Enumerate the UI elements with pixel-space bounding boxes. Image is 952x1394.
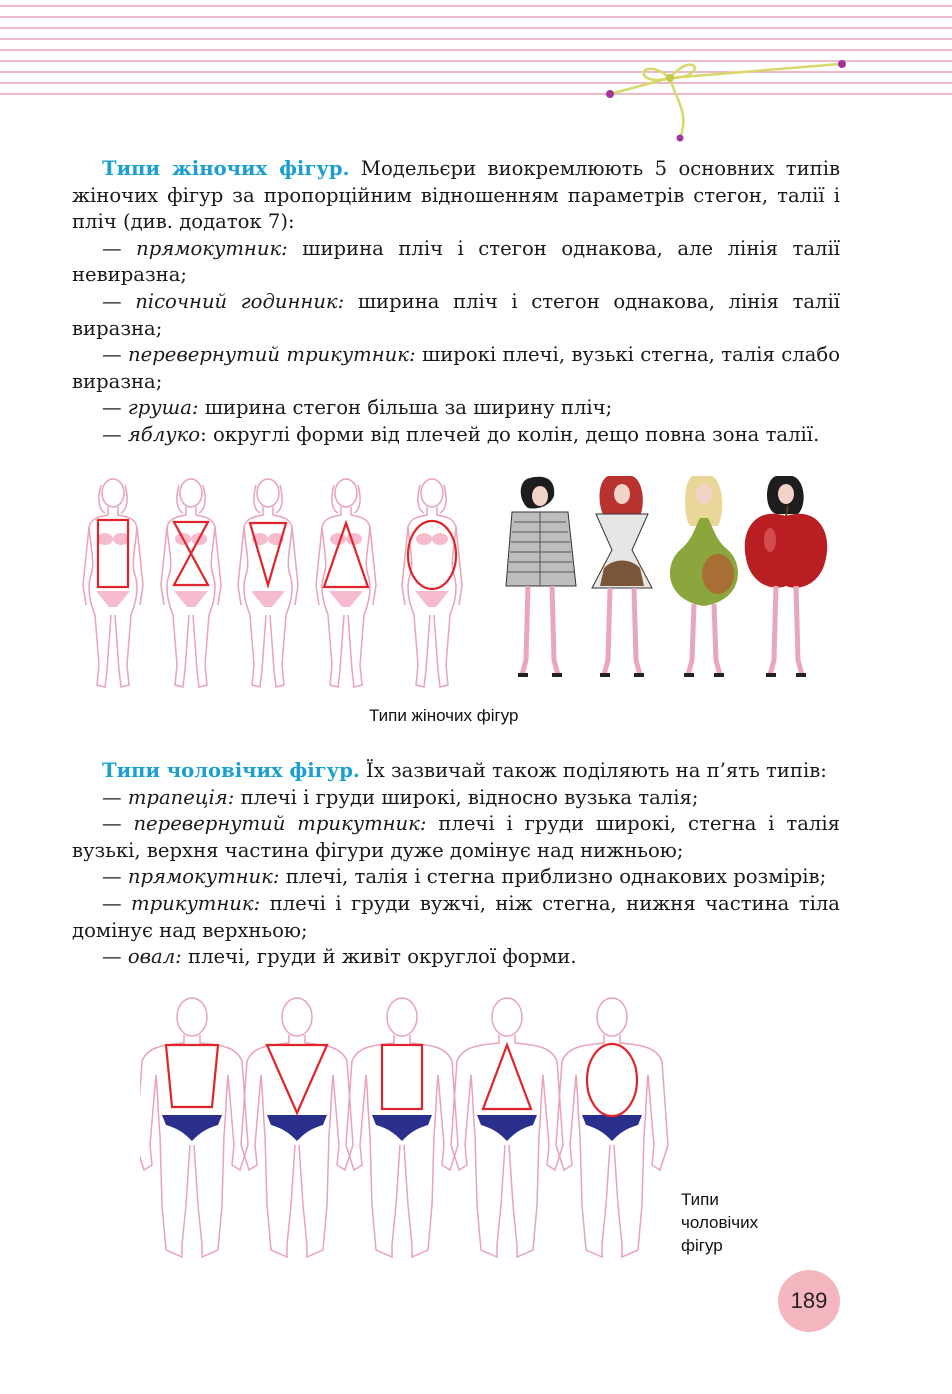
men-intro-paragraph xyxy=(72,758,840,785)
newspaper-dress-icon xyxy=(506,477,576,675)
men-section-heading: Типи чоловічих фігур. xyxy=(102,759,360,782)
ribbon-bow-icon xyxy=(600,38,860,148)
women-type-item xyxy=(72,342,840,395)
men-type-item xyxy=(72,785,840,812)
page-number: 189 xyxy=(790,1288,828,1313)
women-section-heading: Типи жіночих фігур. xyxy=(102,157,350,180)
men-type-item xyxy=(72,891,840,944)
men-outline-figures xyxy=(140,990,670,1262)
women-type-item xyxy=(72,422,840,449)
dash: — xyxy=(102,236,137,260)
woman-rectangle-figure xyxy=(83,479,143,687)
page-number-badge xyxy=(778,1270,840,1332)
men-type-term: овал: xyxy=(127,945,182,969)
men-caption-line: фігур xyxy=(681,1236,723,1255)
man-triangle-figure xyxy=(451,998,563,1257)
men-type-term: перевернутий трикутник: xyxy=(133,812,427,836)
woman-triangle-figure xyxy=(316,479,376,687)
women-type-desc: ширина пліч і стегон однакова, але лінія талії невиразна; xyxy=(72,236,840,287)
women-type-term: прямокутник: xyxy=(136,236,288,260)
men-caption-line: чоловічих xyxy=(681,1213,759,1232)
women-type-item xyxy=(72,236,840,289)
men-type-desc: плечі і груди широкі, відносно вузька талія; xyxy=(234,785,699,809)
men-type-desc: плечі, груди й живіт округлої форми. xyxy=(181,945,577,969)
women-intro-paragraph xyxy=(72,156,840,236)
men-caption-line: Типи xyxy=(681,1190,719,1209)
dash: — xyxy=(102,891,131,915)
dash: — xyxy=(102,945,128,969)
women-type-desc: ширина стегон більша за ширину пліч; xyxy=(198,396,613,420)
women-outline-figures xyxy=(80,470,475,692)
women-figure-caption: Типи жіночих фігур xyxy=(369,706,519,725)
women-type-desc: широкі плечі, вузькі стегна, талія слабо виразна; xyxy=(72,343,840,393)
men-type-desc: плечі, талія і стегна приблизно однакових розмірів; xyxy=(279,865,827,889)
men-type-term: трикутник: xyxy=(131,891,261,915)
men-figure-types-text xyxy=(72,758,840,971)
dash: — xyxy=(102,865,128,889)
women-type-item xyxy=(72,395,840,422)
women-type-term: груша: xyxy=(127,396,199,420)
dash: — xyxy=(102,396,128,420)
dash: — xyxy=(102,785,128,809)
women-type-term: перевернутий трикутник: xyxy=(128,343,416,367)
men-figure-caption xyxy=(681,1188,758,1257)
man-inverted-triangle-figure xyxy=(241,998,353,1257)
men-type-term: прямокутник: xyxy=(127,865,280,889)
woman-inverted-triangle-figure xyxy=(238,479,298,687)
men-intro-text: Їх зазвичай також поділяють на п’ять типів: xyxy=(359,759,827,782)
men-type-item xyxy=(72,944,840,971)
men-type-item xyxy=(72,811,840,864)
men-type-item xyxy=(72,864,840,891)
pear-dress-icon xyxy=(670,476,738,675)
women-type-desc: : округлі форми від плечей до колін, дещо повна зона талії. xyxy=(200,422,820,446)
dash: — xyxy=(102,812,134,836)
women-figure-types-text xyxy=(72,156,840,449)
women-intro-text: Модельєри виокремлюють 5 основних типів жіночих фігур за пропорційним відношенням параметрів стегон, талії і пліч (див. додаток 7): xyxy=(72,157,841,234)
women-type-item xyxy=(72,289,840,342)
man-rectangle-figure xyxy=(346,998,458,1257)
man-trapezoid-figure xyxy=(140,998,248,1257)
women-type-term: яблуко xyxy=(127,422,201,446)
hourglass-dress-icon xyxy=(592,476,652,675)
dash: — xyxy=(102,343,128,367)
men-type-desc: плечі і груди широкі, стегна і талія вузькі, верхня частина фігури дуже домінує над нижньою; xyxy=(72,812,841,862)
men-type-desc: плечі і груди вужчі, ніж стегна, нижня частина тіла домінує над верхньою; xyxy=(72,891,840,942)
man-oval-figure xyxy=(556,998,668,1257)
men-type-term: трапеція: xyxy=(127,785,235,809)
dash: — xyxy=(102,422,128,446)
women-type-term: пісочний годинник: xyxy=(135,289,345,313)
dash: — xyxy=(102,289,136,313)
woman-hourglass-figure xyxy=(161,479,221,687)
women-type-desc: ширина пліч і стегон однакова, лінія талії виразна; xyxy=(72,289,841,340)
apple-dress-icon xyxy=(745,476,827,675)
woman-oval-figure xyxy=(402,479,462,687)
women-fashion-illustrations xyxy=(496,470,836,692)
